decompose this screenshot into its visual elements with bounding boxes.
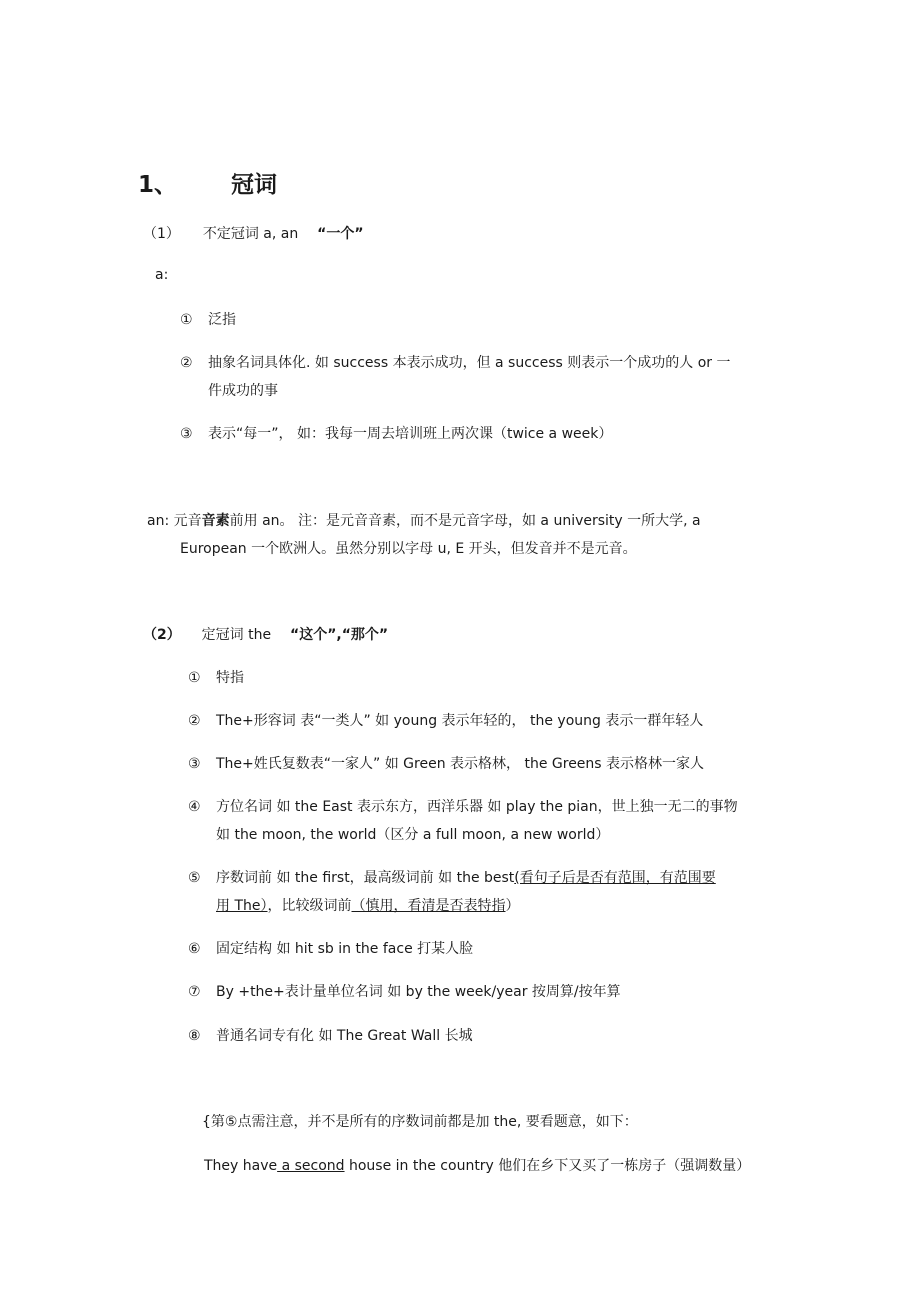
an-bold-text: 音素 xyxy=(201,513,230,529)
example-text-rest: house in the country 他们在乡下又买了一栋房子（强调数量） xyxy=(344,1158,751,1174)
item-marker: ① xyxy=(180,312,193,328)
underlined-note: (看句子后是否有范围，有范围要 xyxy=(514,870,716,886)
example-text: They have xyxy=(204,1158,278,1174)
item-text: 方位名词 如 the East 表示东方，西洋乐器 如 play the pian，世上独一无二的事物 xyxy=(216,799,738,815)
item-text: By +the+表计量单位名词 如 by the week/year 按周算/按年算 xyxy=(216,984,621,1000)
list-item xyxy=(180,423,612,443)
list-item xyxy=(188,796,738,816)
item-text: 普通名词专有化 如 The Great Wall 长城 xyxy=(216,1028,473,1044)
list-item xyxy=(188,867,716,887)
an-text: an: 元音 xyxy=(147,513,202,529)
definite-quote: “这个”,“那个” xyxy=(290,627,389,643)
underlined-note: （慎用，看清是否表特指 xyxy=(351,898,506,914)
an-rule-line xyxy=(147,510,701,530)
item-text: ） xyxy=(505,898,520,914)
item-text: 序数词前 如 the first，最高级词前 如 the best xyxy=(216,870,515,886)
item-marker: ② xyxy=(188,713,201,729)
underlined-note: 用 The） xyxy=(216,898,268,914)
item-text: ，比较级词前 xyxy=(267,898,352,914)
item-marker: ③ xyxy=(188,756,201,772)
definite-title: 定冠词 the xyxy=(201,627,272,643)
indefinite-quote: “一个” xyxy=(317,226,364,242)
item-text: The+姓氏复数表“一家人” 如 Green 表示格林， the Greens 表示格林一家人 xyxy=(216,756,705,772)
list-item xyxy=(188,1025,473,1045)
example-sentence xyxy=(204,1155,750,1175)
heading-number: 1、 xyxy=(138,172,178,198)
underlined-example: a second xyxy=(277,1158,345,1174)
heading-title: 冠词 xyxy=(231,172,278,198)
list-item xyxy=(188,981,621,1001)
list-item xyxy=(188,938,473,958)
indefinite-article-title xyxy=(143,223,364,243)
list-item xyxy=(180,352,730,372)
list-item xyxy=(188,667,244,687)
indefinite-title: 不定冠词 a, an xyxy=(202,226,299,242)
item-text-continued xyxy=(216,895,520,915)
item-text: The+形容词 表“一类人” 如 young 表示年轻的， the young 表示一群年轻人 xyxy=(216,713,704,729)
an-text-rest: 前用 an。 注：是元音音素，而不是元音字母，如 a university 一所大学, a xyxy=(229,513,701,529)
item-text: 泛指 xyxy=(208,312,236,328)
item-text: 固定结构 如 hit sb in the face 打某人脸 xyxy=(216,941,474,957)
item-text-continued: 件成功的事 xyxy=(208,383,278,399)
an-rule-line-continued: European 一个欧洲人。虽然分别以字母 u, E 开头，但发音并不是元音。 xyxy=(180,541,637,557)
note-line: {第⑤点需注意，并不是所有的序数词前都是加 the, 要看题意，如下： xyxy=(202,1114,638,1130)
item-marker: ④ xyxy=(188,799,201,815)
item-text: 抽象名词具体化. 如 success 本表示成功，但 a success 则表示一个成功的人 or 一 xyxy=(208,355,731,371)
item-text: 特指 xyxy=(216,670,244,686)
item-text-continued: 如 the moon, the world（区分 a full moon, a new world） xyxy=(216,827,610,843)
item-marker: ② xyxy=(180,355,193,371)
item-marker: ⑤ xyxy=(188,870,201,886)
definite-label: （2） xyxy=(143,627,181,643)
item-marker: ⑦ xyxy=(188,984,201,1000)
section-heading xyxy=(138,166,277,199)
item-marker: ⑥ xyxy=(188,941,201,957)
item-text: 表示“每一”， 如：我每一周去培训班上两次课（twice a week） xyxy=(208,426,613,442)
list-item xyxy=(188,753,704,773)
indefinite-label: （1） xyxy=(143,226,180,242)
item-marker: ⑧ xyxy=(188,1028,201,1044)
definite-article-title xyxy=(143,624,388,644)
a-label: a: xyxy=(155,267,169,283)
item-marker: ① xyxy=(188,670,201,686)
list-item xyxy=(188,710,703,730)
item-marker: ③ xyxy=(180,426,193,442)
list-item xyxy=(180,309,236,329)
